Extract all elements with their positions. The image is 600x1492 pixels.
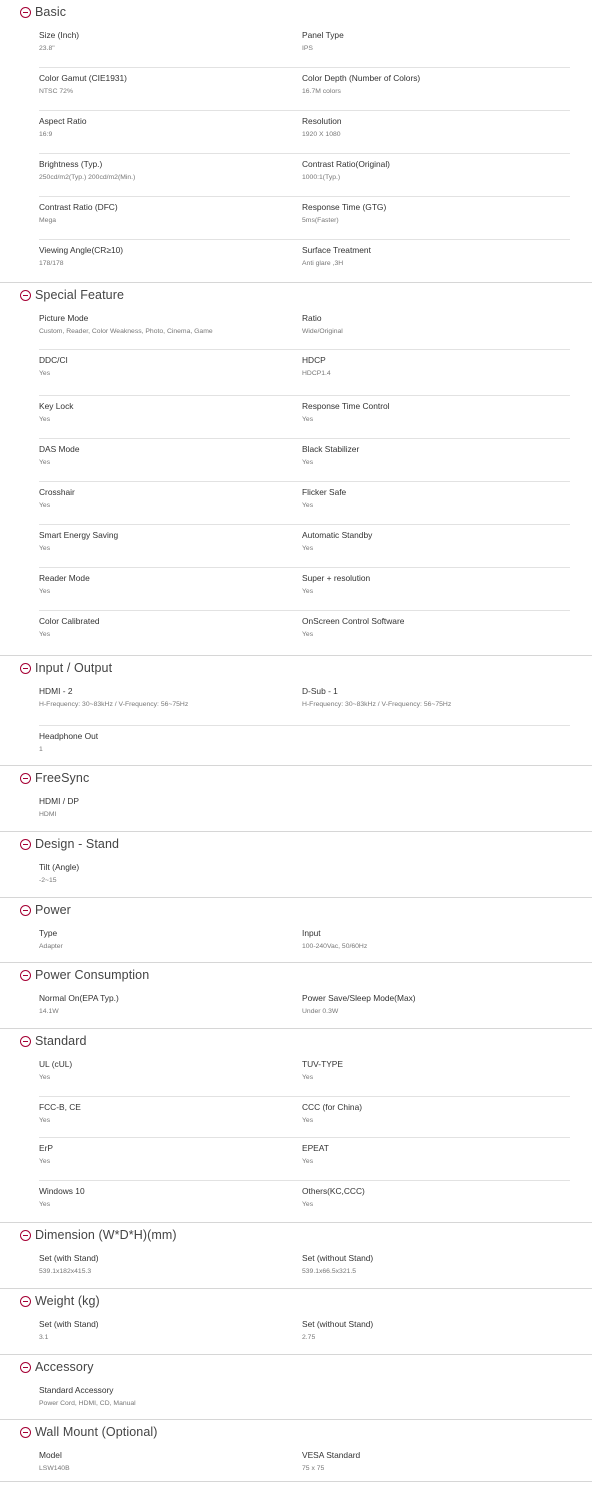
spec-row xyxy=(39,439,570,482)
spec-item xyxy=(302,1101,570,1137)
section-title: FreeSync xyxy=(35,771,90,785)
spec-label: Color Gamut (CIE1931) xyxy=(39,73,127,83)
section-title: Power Consumption xyxy=(35,968,150,982)
spec-value: 23.8" xyxy=(39,45,55,52)
spec-row xyxy=(39,111,570,154)
spec-rows xyxy=(0,1314,592,1355)
spec-value: Yes xyxy=(302,631,314,638)
minus-circle-icon[interactable] xyxy=(20,1296,31,1307)
spec-value: IPS xyxy=(302,45,313,52)
spec-label: DAS Mode xyxy=(39,444,80,454)
spec-row xyxy=(39,240,570,281)
spec-label: Ratio xyxy=(302,313,322,323)
spec-value: Yes xyxy=(39,370,51,377)
spec-value: 250cd/m2(Typ.) 200cd/m2(Min.) xyxy=(39,174,136,181)
spec-item xyxy=(39,29,302,67)
spec-row xyxy=(39,525,570,568)
spec-label: Size (Inch) xyxy=(39,30,80,40)
spec-row xyxy=(39,396,570,439)
spec-item xyxy=(302,927,570,963)
spec-value: 75 x 75 xyxy=(302,1465,325,1472)
spec-value: Yes xyxy=(39,1074,51,1081)
minus-circle-icon[interactable] xyxy=(20,1427,31,1438)
spec-value: Yes xyxy=(39,416,51,423)
spec-item xyxy=(302,992,570,1029)
spec-value: 1920 X 1080 xyxy=(302,131,341,138)
spec-value: Yes xyxy=(302,1158,314,1165)
spec-value: 3.1 xyxy=(39,1334,49,1341)
section-title: Design - Stand xyxy=(35,837,120,851)
spec-row xyxy=(39,791,570,832)
spec-value: H-Frequency: 30~83kHz / V-Frequency: 56~75Hz xyxy=(302,701,452,708)
spec-item xyxy=(39,1058,302,1096)
spec-value: 14.1W xyxy=(39,1008,59,1015)
minus-circle-icon[interactable] xyxy=(20,290,31,301)
spec-label: HDCP xyxy=(302,355,326,365)
spec-label: D-Sub - 1 xyxy=(302,686,338,696)
spec-label: OnScreen Control Software xyxy=(302,616,405,626)
spec-row xyxy=(39,857,570,898)
spec-section xyxy=(0,832,592,898)
spec-row xyxy=(39,1314,570,1355)
spec-section xyxy=(0,0,592,283)
spec-item xyxy=(302,158,570,196)
minus-circle-icon[interactable] xyxy=(20,663,31,674)
minus-circle-icon[interactable] xyxy=(20,1230,31,1241)
spec-item xyxy=(39,992,302,1029)
section-header[interactable] xyxy=(0,1420,592,1443)
spec-row xyxy=(39,923,570,963)
spec-item xyxy=(39,861,302,898)
section-header[interactable] xyxy=(0,0,592,23)
spec-rows xyxy=(0,308,592,653)
spec-value: Yes xyxy=(302,416,314,423)
spec-row xyxy=(39,988,570,1029)
section-title: Accessory xyxy=(35,1360,94,1374)
spec-rows xyxy=(0,1445,592,1482)
section-title: Standard xyxy=(35,1034,87,1048)
spec-item xyxy=(39,1449,302,1482)
spec-value: 1000:1(Typ.) xyxy=(302,174,341,181)
spec-value: 2.75 xyxy=(302,1334,316,1341)
spec-value: Yes xyxy=(39,502,51,509)
spec-item xyxy=(39,572,302,610)
spec-value: 539.1x182x415.3 xyxy=(39,1268,92,1275)
spec-label: ErP xyxy=(39,1143,53,1153)
minus-circle-icon[interactable] xyxy=(20,839,31,850)
spec-label: Black Stabilizer xyxy=(302,444,360,454)
spec-section xyxy=(0,1355,592,1420)
section-title: Input / Output xyxy=(35,661,113,675)
section-title: Wall Mount (Optional) xyxy=(35,1425,158,1439)
spec-label: UL (cUL) xyxy=(39,1059,73,1069)
spec-item xyxy=(302,443,570,481)
spec-item xyxy=(39,244,302,281)
spec-label: Input xyxy=(302,928,321,938)
spec-row xyxy=(39,350,570,396)
spec-item xyxy=(39,1384,302,1420)
spec-label: Panel Type xyxy=(302,30,344,40)
spec-label: Key Lock xyxy=(39,401,74,411)
spec-value: HDCP1.4 xyxy=(302,370,331,377)
section-header[interactable] xyxy=(0,898,592,921)
spec-label: Reader Mode xyxy=(39,573,90,583)
spec-row xyxy=(39,68,570,111)
spec-label: Aspect Ratio xyxy=(39,116,87,126)
spec-item xyxy=(302,1058,570,1096)
spec-item xyxy=(302,244,570,281)
section-header[interactable] xyxy=(0,1355,592,1378)
section-header[interactable] xyxy=(0,283,592,306)
spec-row xyxy=(39,482,570,525)
spec-label: Set (without Stand) xyxy=(302,1253,374,1263)
section-title: Power xyxy=(35,903,71,917)
spec-value: Yes xyxy=(39,1117,51,1124)
spec-section xyxy=(0,283,592,656)
spec-label: Model xyxy=(39,1450,62,1460)
spec-value: Anti glare ,3H xyxy=(302,260,344,267)
spec-item xyxy=(39,486,302,524)
spec-value: Yes xyxy=(302,588,314,595)
spec-value: Yes xyxy=(302,502,314,509)
spec-item xyxy=(39,354,302,395)
spec-item xyxy=(39,443,302,481)
section-title: Weight (kg) xyxy=(35,1294,100,1308)
section-header[interactable] xyxy=(0,766,592,789)
spec-value: Yes xyxy=(39,545,51,552)
spec-label: TUV-TYPE xyxy=(302,1059,343,1069)
spec-label: Standard Accessory xyxy=(39,1385,114,1395)
minus-circle-icon[interactable] xyxy=(20,905,31,916)
spec-item xyxy=(39,1101,302,1137)
section-header[interactable] xyxy=(0,656,592,679)
spec-value: 1 xyxy=(39,746,43,753)
spec-label: VESA Standard xyxy=(302,1450,361,1460)
spec-rows xyxy=(0,791,592,832)
spec-value: Yes xyxy=(302,1117,314,1124)
spec-item xyxy=(39,529,302,567)
spec-label: Tilt (Angle) xyxy=(39,862,80,872)
spec-item xyxy=(302,354,570,395)
spec-label: Normal On(EPA Typ.) xyxy=(39,993,119,1003)
spec-value: NTSC 72% xyxy=(39,88,73,95)
spec-item xyxy=(39,730,302,766)
spec-label: Smart Energy Saving xyxy=(39,530,119,540)
section-header[interactable] xyxy=(0,1289,592,1312)
spec-row xyxy=(39,154,570,197)
spec-label: DDC/CI xyxy=(39,355,68,365)
spec-item xyxy=(302,312,570,349)
spec-label: Brightness (Typ.) xyxy=(39,159,103,169)
spec-section xyxy=(0,656,592,766)
spec-label: Headphone Out xyxy=(39,731,99,741)
spec-label: Surface Treatment xyxy=(302,245,371,255)
spec-label: CCC (for China) xyxy=(302,1102,363,1112)
spec-label: Type xyxy=(39,928,58,938)
spec-item xyxy=(302,1252,570,1289)
spec-value: Wide/Original xyxy=(302,328,343,335)
section-header[interactable] xyxy=(0,1029,592,1052)
spec-item xyxy=(302,1318,570,1355)
spec-row xyxy=(39,197,570,240)
spec-label: Super + resolution xyxy=(302,573,371,583)
spec-label: EPEAT xyxy=(302,1143,329,1153)
spec-label: Response Time (GTG) xyxy=(302,202,387,212)
spec-value: Yes xyxy=(39,631,51,638)
spec-rows xyxy=(0,923,592,963)
spec-item xyxy=(39,1142,302,1180)
spec-section xyxy=(0,1029,592,1223)
spec-rows xyxy=(0,988,592,1029)
spec-section xyxy=(0,898,592,963)
spec-label: Windows 10 xyxy=(39,1186,85,1196)
spec-value: H-Frequency: 30~83kHz / V-Frequency: 56~75Hz xyxy=(39,701,189,708)
spec-item xyxy=(302,685,570,725)
spec-value: 178/178 xyxy=(39,260,64,267)
spec-value: LSW140B xyxy=(39,1465,70,1472)
spec-value: Yes xyxy=(302,1074,314,1081)
spec-item xyxy=(39,927,302,963)
spec-rows xyxy=(0,1248,592,1289)
spec-item xyxy=(302,1142,570,1180)
spec-label: HDMI - 2 xyxy=(39,686,73,696)
section-title: Dimension (W*D*H)(mm) xyxy=(35,1228,177,1242)
spec-label: Contrast Ratio (DFC) xyxy=(39,202,118,212)
spec-value: 16:9 xyxy=(39,131,53,138)
spec-label: Color Calibrated xyxy=(39,616,100,626)
spec-item xyxy=(39,685,302,725)
spec-section xyxy=(0,1420,592,1482)
spec-label: Flicker Safe xyxy=(302,487,347,497)
spec-section xyxy=(0,1223,592,1289)
spec-item xyxy=(39,1318,302,1355)
spec-item xyxy=(302,529,570,567)
spec-value: 100-240Vac, 50/60Hz xyxy=(302,943,368,950)
spec-value: Power Cord, HDMI, CD, Manual xyxy=(39,1400,136,1407)
spec-row xyxy=(39,1248,570,1289)
spec-value: Yes xyxy=(302,545,314,552)
spec-item xyxy=(302,400,570,438)
spec-label: Set (without Stand) xyxy=(302,1319,374,1329)
spec-item xyxy=(39,400,302,438)
spec-value: Yes xyxy=(39,1158,51,1165)
spec-row xyxy=(39,1054,570,1097)
spec-value: HDMI xyxy=(39,811,57,818)
spec-rows xyxy=(0,1054,592,1223)
spec-item xyxy=(302,72,570,110)
spec-row xyxy=(39,1138,570,1181)
spec-rows xyxy=(0,25,592,281)
spec-row xyxy=(39,611,570,653)
spec-item xyxy=(302,1185,570,1223)
spec-label: Set (with Stand) xyxy=(39,1319,99,1329)
section-title: Basic xyxy=(35,5,67,19)
minus-circle-icon[interactable] xyxy=(20,1362,31,1373)
spec-label: FCC-B, CE xyxy=(39,1102,81,1112)
spec-row xyxy=(39,726,570,766)
section-header[interactable] xyxy=(0,832,592,855)
spec-item xyxy=(39,115,302,153)
spec-value: Mega xyxy=(39,217,57,224)
section-header[interactable] xyxy=(0,1223,592,1246)
spec-item xyxy=(39,615,302,653)
spec-row xyxy=(39,1097,570,1138)
spec-label: Crosshair xyxy=(39,487,75,497)
spec-value: Yes xyxy=(302,459,314,466)
section-title: Special Feature xyxy=(35,288,125,302)
spec-section xyxy=(0,963,592,1029)
spec-row xyxy=(39,1380,570,1420)
spec-row xyxy=(39,308,570,350)
spec-item xyxy=(39,201,302,239)
minus-circle-icon[interactable] xyxy=(20,7,31,18)
spec-row xyxy=(39,1445,570,1482)
spec-item xyxy=(302,615,570,653)
spec-value: 5ms(Faster) xyxy=(302,217,339,224)
spec-row xyxy=(39,568,570,611)
spec-value: Custom, Reader, Color Weakness, Photo, Cinema, Game xyxy=(39,328,213,335)
spec-value: Under 0.3W xyxy=(302,1008,339,1015)
spec-value: Yes xyxy=(39,459,51,466)
spec-value: Adapter xyxy=(39,943,63,950)
spec-label: HDMI / DP xyxy=(39,796,80,806)
spec-value: Yes xyxy=(39,588,51,595)
spec-row xyxy=(39,681,570,726)
spec-label: Picture Mode xyxy=(39,313,89,323)
spec-item xyxy=(39,72,302,110)
spec-rows xyxy=(0,681,592,766)
spec-label: Power Save/Sleep Mode(Max) xyxy=(302,993,416,1003)
minus-circle-icon[interactable] xyxy=(20,970,31,981)
spec-item xyxy=(302,29,570,67)
spec-section xyxy=(0,1289,592,1355)
spec-item xyxy=(39,312,302,349)
spec-rows xyxy=(0,1380,592,1420)
spec-label: Viewing Angle(CR≥10) xyxy=(39,245,124,255)
spec-label: Contrast Ratio(Original) xyxy=(302,159,390,169)
minus-circle-icon[interactable] xyxy=(20,1036,31,1047)
spec-item xyxy=(39,158,302,196)
spec-value: 16.7M colors xyxy=(302,88,341,95)
spec-item xyxy=(302,486,570,524)
spec-value: -2~15 xyxy=(39,877,57,884)
spec-label: Color Depth (Number of Colors) xyxy=(302,73,421,83)
spec-label: Response Time Control xyxy=(302,401,390,411)
spec-item xyxy=(302,572,570,610)
spec-section xyxy=(0,766,592,832)
spec-value: Yes xyxy=(39,1201,51,1208)
spec-label: Resolution xyxy=(302,116,342,126)
spec-value: 539.1x66.5x321.5 xyxy=(302,1268,357,1275)
spec-label: Automatic Standby xyxy=(302,530,373,540)
spec-row xyxy=(39,25,570,68)
spec-item xyxy=(39,1252,302,1289)
spec-label: Others(KC,CCC) xyxy=(302,1186,365,1196)
spec-row xyxy=(39,1181,570,1223)
spec-rows xyxy=(0,857,592,898)
spec-item xyxy=(39,1185,302,1223)
spec-item xyxy=(302,201,570,239)
spec-item xyxy=(39,795,302,832)
section-header[interactable] xyxy=(0,963,592,986)
spec-label: Set (with Stand) xyxy=(39,1253,99,1263)
spec-item xyxy=(302,115,570,153)
spec-value: Yes xyxy=(302,1201,314,1208)
spec-item xyxy=(302,1449,570,1482)
minus-circle-icon[interactable] xyxy=(20,773,31,784)
